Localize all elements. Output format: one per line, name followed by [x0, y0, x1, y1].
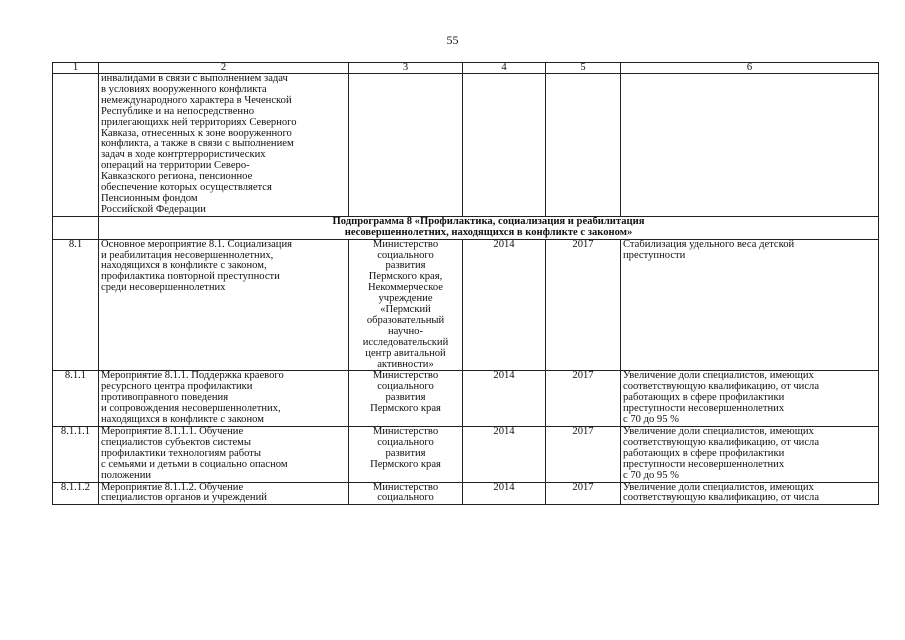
executor-line: развития [385, 447, 426, 459]
executor-line: социального [377, 249, 434, 261]
description-line: немеждународного характера в Чеченской [101, 94, 292, 106]
result-line: Увеличение доли специалистов, имеющих [623, 370, 814, 382]
description-line: Мероприятие 8.1.1.2. Обучение [101, 481, 244, 493]
executor-line: центр авитальной [365, 347, 446, 359]
result-line: Увеличение доли специалистов, имеющих [623, 426, 814, 437]
description-line: Основное мероприятие 8.1. Социализация [101, 238, 293, 250]
description-line: Российской Федерации [101, 203, 206, 215]
description-line: противоправного поведения [101, 392, 229, 404]
row-number: 8.1 [53, 239, 99, 371]
description-line: Кавказа, отнесенных к зоне вооруженного [101, 127, 292, 139]
result-line: работающих в сфере профилактики [623, 392, 785, 404]
executor [349, 239, 463, 371]
subprogram-title-line: несовершеннолетних, находящихся в конфликте с законом» [344, 226, 633, 238]
executor-line: учреждение [378, 293, 433, 305]
executor-line: развития [385, 260, 426, 272]
subprogram-title [99, 216, 879, 239]
result-line: преступности несовершеннолетних [623, 458, 785, 470]
executor-line: исследовательский [362, 336, 449, 348]
description-line: конфликта, а также в связи с выполнением [101, 138, 294, 150]
description-line: специалистов субъектов системы [101, 436, 251, 448]
end-year: 2017 [546, 482, 621, 505]
measures-table [52, 62, 879, 505]
executor [349, 482, 463, 505]
measure-description [99, 371, 349, 427]
description-line: с семьями и детьми в социально опасном [101, 458, 288, 470]
table-row [53, 427, 879, 483]
result-line: соответствующую квалификацию, от числа [623, 436, 820, 448]
executor-line: активности» [377, 358, 434, 370]
table-row [53, 239, 879, 371]
expected-result [621, 74, 879, 217]
row-number: 8.1.1.1 [53, 427, 99, 483]
expected-result [621, 239, 879, 371]
description-line: Республике и на непосредственно [101, 105, 255, 117]
row-number: 8.1.1.2 [53, 482, 99, 505]
executor-line: Министерство [372, 481, 439, 493]
description-line: Мероприятие 8.1.1. Поддержка краевого [101, 370, 284, 382]
description-line: Пенсионным фондом [101, 192, 198, 204]
table-row [53, 74, 879, 217]
executor-line: социального [377, 381, 434, 393]
result-line: работающих в сфере профилактики [623, 447, 785, 459]
executor-line: «Пермский [380, 304, 431, 316]
measure-description [99, 482, 349, 505]
header-cell: 2 [99, 63, 349, 74]
description-line: и сопровождения несовершеннолетних, [101, 403, 281, 415]
description-line: положении [101, 469, 152, 481]
description-line: обеспечение которых осуществляется [101, 182, 272, 194]
description-line: Мероприятие 8.1.1.1. Обучение [101, 426, 244, 437]
end-year: 2017 [546, 371, 621, 427]
subprogram-row [53, 216, 879, 239]
end-year [546, 74, 621, 217]
description-line: специалистов органов и учреждений [101, 492, 267, 504]
executor-line: Некоммерческое [368, 282, 443, 294]
description-line: профилактика повторной преступности [101, 271, 280, 283]
description-line: и реабилитация несовершеннолетних, [101, 249, 274, 261]
description-line: находящихся в конфликте с законом [101, 414, 264, 426]
start-year: 2014 [463, 371, 546, 427]
end-year: 2017 [546, 427, 621, 483]
executor-line: социального [377, 436, 434, 448]
result-line: соответствующую квалификацию, от числа [623, 381, 820, 393]
expected-result [621, 427, 879, 483]
table-row [53, 371, 879, 427]
executor-line: Министерство [372, 426, 439, 437]
result-line: преступности несовершеннолетних [623, 403, 785, 415]
result-line: соответствующую квалификацию, от числа [623, 492, 820, 504]
executor-line: Пермского края, [368, 271, 443, 283]
description-line: задач в ходе контртеррористических [101, 149, 266, 161]
start-year [463, 74, 546, 217]
executor-line: научно- [388, 325, 423, 337]
header-cell: 3 [349, 63, 463, 74]
header-cell: 1 [53, 63, 99, 74]
start-year: 2014 [463, 239, 546, 371]
result-line: с 70 до 95 % [623, 469, 679, 481]
row-number: 8.1.1 [53, 371, 99, 427]
executor-line: развития [385, 392, 426, 404]
header-row [53, 63, 879, 74]
measure-description [99, 239, 349, 371]
start-year: 2014 [463, 482, 546, 505]
result-line: с 70 до 95 % [623, 414, 679, 426]
executor-line: Пермского края [370, 403, 441, 415]
description-line: среди несовершеннолетних [101, 282, 226, 294]
description-line: Кавказского региона, пенсионное [101, 171, 253, 183]
executor-line: Пермского края [370, 458, 441, 470]
header-cell: 4 [463, 63, 546, 74]
expected-result [621, 482, 879, 505]
executor-line: социального [377, 492, 434, 504]
description-line: операций на территории Северо- [101, 160, 250, 172]
header-cell: 5 [546, 63, 621, 74]
subprogram-title-line: Подпрограмма 8 «Профилактика, социализация и реабилитация [332, 215, 645, 227]
description-line: инвалидами в связи с выполнением задач [101, 73, 288, 84]
start-year: 2014 [463, 427, 546, 483]
executor-line: Министерство [372, 370, 439, 382]
row-number [53, 74, 99, 217]
executor [349, 371, 463, 427]
executor-line: образовательный [366, 314, 445, 326]
description-line: в условиях вооруженного конфликта [101, 83, 267, 95]
description-line: находящихся в конфликте с законом, [101, 260, 267, 272]
expected-result [621, 371, 879, 427]
end-year: 2017 [546, 239, 621, 371]
page-number: 55 [446, 33, 459, 47]
result-line: преступности [623, 249, 686, 261]
header-cell: 6 [621, 63, 879, 74]
result-line: Увеличение доли специалистов, имеющих [623, 481, 814, 493]
result-line: Стабилизация удельного веса детской [623, 238, 795, 250]
description-line: прилегающихк ней территориях Северного [101, 116, 297, 128]
description-line: ресурсного центра профилактики [101, 381, 253, 393]
description-line: профилактики технологиям работы [101, 447, 261, 459]
table-row [53, 482, 879, 505]
subprogram-number-cell [53, 216, 99, 239]
executor [349, 74, 463, 217]
measure-description [99, 427, 349, 483]
executor-line: Министерство [372, 238, 439, 250]
measure-description [99, 74, 349, 217]
executor [349, 427, 463, 483]
